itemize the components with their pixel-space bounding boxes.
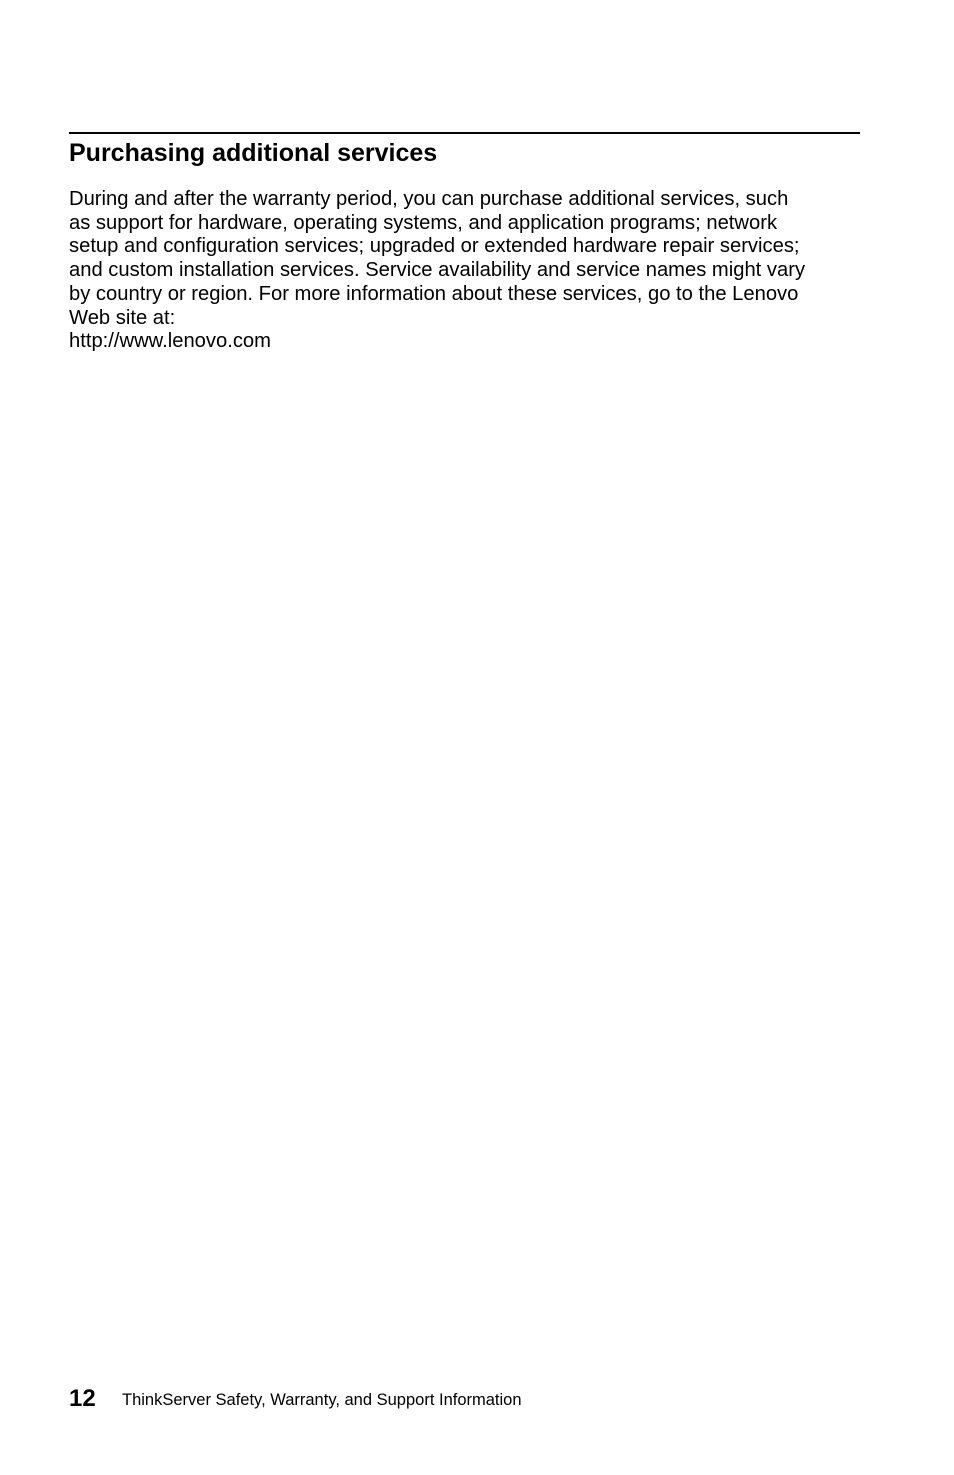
section-body xyxy=(69,188,869,354)
page-number: 12 xyxy=(69,1385,96,1412)
paragraph-line: by country or region. For more information about these services, go to the Lenovo xyxy=(69,282,799,305)
section-heading: Purchasing additional services xyxy=(69,139,438,167)
paragraph-line: During and after the warranty period, you can purchase additional services, such xyxy=(69,188,789,210)
footer-title: ThinkServer Safety, Warranty, and Support Information xyxy=(122,1391,522,1409)
paragraph-line: Web site at: xyxy=(69,306,176,329)
paragraph-line: as support for hardware, operating systems, and application programs; network xyxy=(69,211,778,234)
paragraph-line: setup and configuration services; upgraded or extended hardware repair services; xyxy=(69,235,800,258)
heading-rule xyxy=(69,132,860,134)
lenovo-url: http://www.lenovo.com xyxy=(69,330,271,353)
paragraph-line: and custom installation services. Service availability and service names might vary xyxy=(69,259,806,282)
